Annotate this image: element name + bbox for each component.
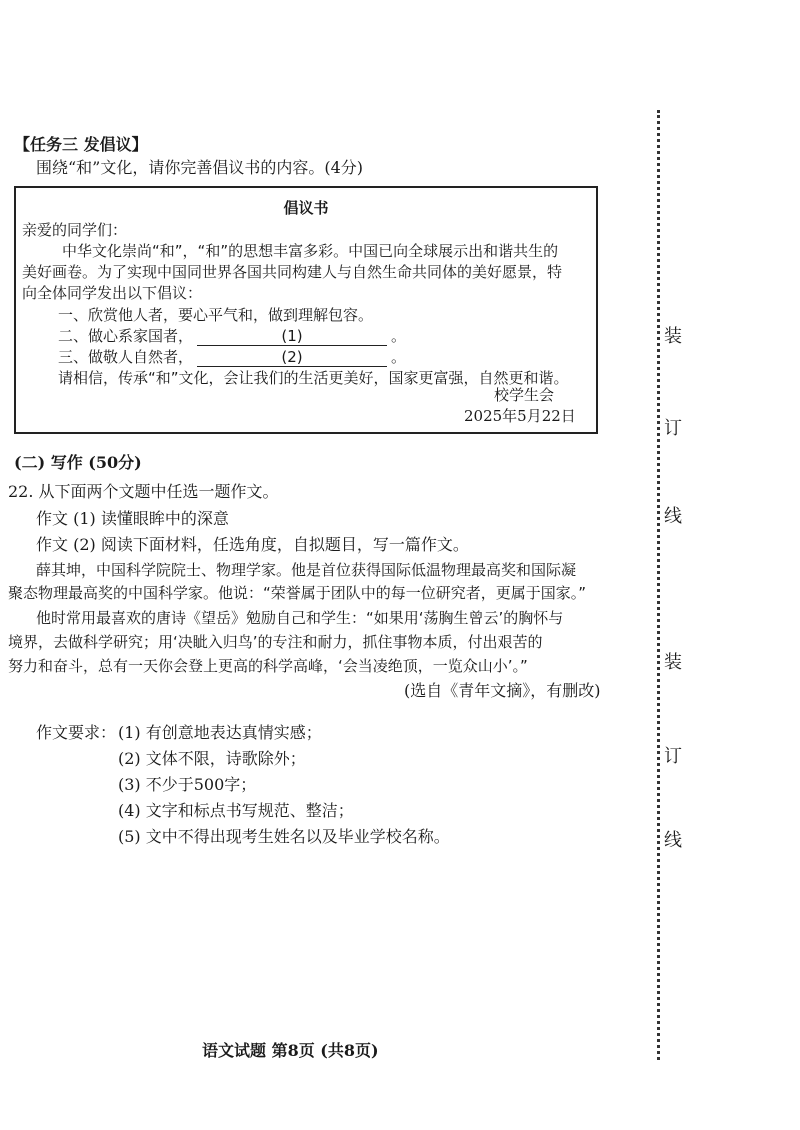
material-line-2: 聚态物理最高奖的中国科学家。他说：“荣誉属于团队中的每一位研究者，更属于国家。” — [8, 584, 587, 602]
binding-mark-ding: 订 — [664, 738, 682, 772]
essay-option-2: 作文 (2) 阅读下面材料，任选角度，自拟题目，写一篇作文。 — [36, 535, 469, 554]
period: 。 — [391, 348, 407, 366]
material-line-3: 他时常用最喜欢的唐诗《望岳》勉励自己和学生：“如果用‘荡胸生曾云’的胸怀与 — [36, 609, 564, 627]
proposal-para-line-3: 向全体同学发出以下倡议： — [22, 284, 203, 302]
material-line-5: 努力和奋斗，总有一天你会登上更高的科学高峰，‘会当凌绝顶，一览众山小’。” — [8, 657, 528, 675]
page-footer: 语文试题 第8页 (共8页) — [202, 1041, 379, 1060]
material-line-4: 境界，去做科学研究；用‘决眦入归鸟’的专注和耐力，抓住事物本质，付出艰苦的 — [8, 633, 543, 651]
proposal-item-3 — [58, 347, 406, 368]
proposal-item-1: 一、欣赏他人者，要心平气和，做到理解包容。 — [58, 306, 374, 324]
requirements-label: 作文要求： — [36, 723, 117, 742]
proposal-title: 倡议书 — [283, 199, 329, 217]
essay-option-1: 作文 (1) 读懂眼眸中的深意 — [36, 509, 229, 528]
proposal-date: 2025年5月22日 — [464, 407, 576, 425]
answer-blank-1[interactable]: (1) — [197, 327, 387, 346]
requirement-5: (5) 文中不得出现考生姓名以及毕业学校名称。 — [118, 827, 450, 846]
binding-mark-ding: 订 — [664, 410, 682, 444]
material-source: (选自《青年文摘》，有删改) — [404, 681, 601, 700]
writing-heading: (二) 写作 (50分) — [14, 453, 142, 472]
requirement-2: (2) 文体不限，诗歌除外； — [118, 749, 306, 768]
proposal-para-line-1: 中华文化崇尚“和”，“和”的思想丰富多彩。中国已向全球展示出和谐共生的 — [62, 242, 559, 260]
question-22: 22. 从下面两个文题中任选一题作文。 — [8, 482, 279, 501]
proposal-para-line-2: 美好画卷。为了实现中国同世界各国共同构建人与自然生命共同体的美好愿景，特 — [22, 263, 563, 281]
binding-mark-zhuang: 装 — [664, 644, 682, 678]
task3-heading: 【任务三 发倡议】 — [14, 135, 148, 154]
proposal-item-2 — [58, 326, 406, 347]
proposal-item-3-text: 三、做敬人自然者， — [58, 348, 194, 366]
proposal-signature: 校学生会 — [494, 386, 555, 404]
proposal-item-2-text: 二、做心系家国者， — [58, 327, 194, 345]
period: 。 — [391, 327, 407, 345]
requirement-1: (1) 有创意地表达真情实感； — [118, 723, 322, 742]
answer-blank-2[interactable]: (2) — [197, 348, 387, 367]
material-line-1: 薛其坤，中国科学院院士、物理学家。他是首位获得国际低温物理最高奖和国际凝 — [36, 561, 577, 579]
proposal-greeting: 亲爱的同学们： — [22, 221, 128, 239]
requirement-3: (3) 不少于500字； — [118, 775, 257, 794]
binding-mark-xian: 线 — [664, 498, 682, 532]
binding-mark-xian: 线 — [664, 822, 682, 856]
binding-mark-zhuang: 装 — [664, 318, 682, 352]
task3-instruction: 围绕“和”文化，请你完善倡议书的内容。(4分) — [36, 158, 364, 177]
requirement-4: (4) 文字和标点书写规范、整洁； — [118, 801, 354, 820]
proposal-closing: 请相信，传承“和”文化，会让我们的生活更美好，国家更富强，自然更和谐。 — [58, 369, 569, 387]
binding-dotted-line — [657, 110, 660, 1060]
